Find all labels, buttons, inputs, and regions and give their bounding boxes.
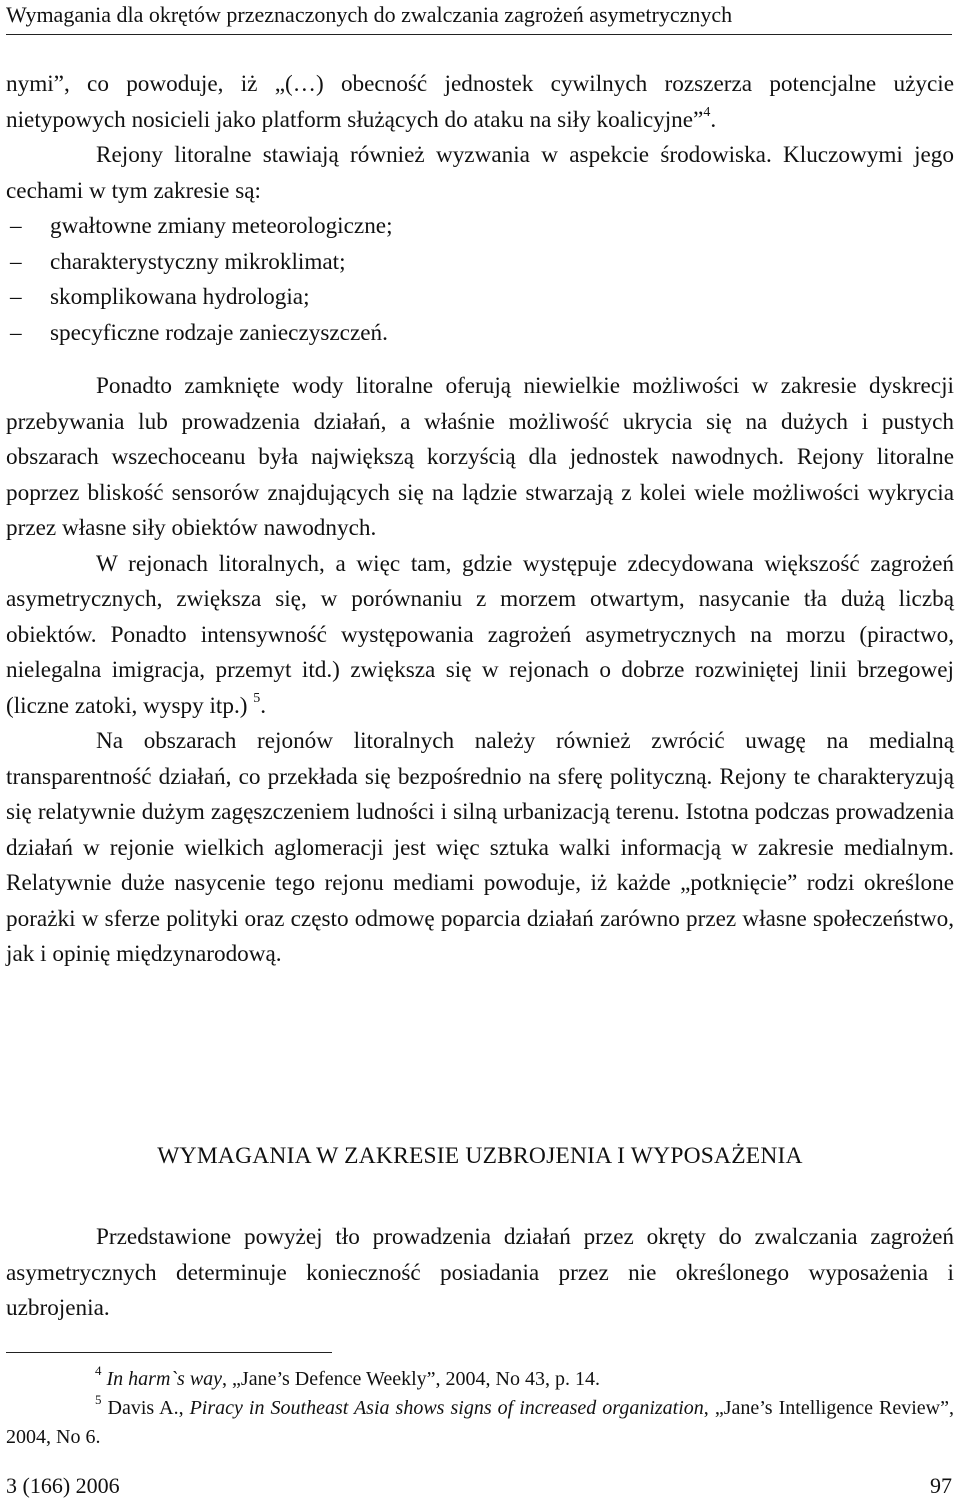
page-footer bbox=[6, 1471, 952, 1501]
footnotes bbox=[6, 1365, 954, 1452]
footnote-5: $^5$ Davis A., Piracy in Southeast Asia shows signs of increased organization, „Jane’s Intelligence Review”, 2004, No 6. bbox=[6, 1392, 954, 1448]
paragraph-media: Na obszarach rejonów litoralnych należy również zwrócić uwagę na medialną transparentność działań, co przekłada się bezpośrednio na sferę polityczną. Rejony te charakteryzują się relatywnie dużym zagęszczeniem ludności i silną urbanizacją terenu. Istotna podczas prowadzenia działań w rejonie wielkich aglomeracji jest więc sztuka walki informacją w zakresie medialnym. Relatywnie duże nasycenie tego rejonu mediami powoduje, iż każde „potknięcie” rodzi określone porażki w sferze polityki oraz często odmowę poparcia działań zarówno przez własne społeczeństwo, jak i opinię międzynarodową. bbox=[6, 728, 954, 967]
section-text bbox=[6, 1220, 954, 1327]
section-heading: WYMAGANIA W ZAKRESIE UZBROJENIA I WYPOSAŻENIA bbox=[157, 1143, 803, 1169]
paragraph-asymmetric-threats: W rejonach litoralnych, a więc tam, gdzie występuje zdecydowana większość zagrożeń asymetrycznych, zwiększa się, w porównaniu z morzem otwartym, nasycanie tła dużą liczbą obiektów. Ponadto intensywność występowania zagrożeń asymetrycznych na morzu (piractwo, nielegalna imigracja, przemyt itd.) zwiększa się w rejonach o dobrze rozwiniętej linii brzegowej (liczne zatoki, wyspy itp.) $^5$. bbox=[6, 550, 954, 719]
paragraph-continuation: nymi”, co powoduje, iż „(…) obecność jednostek cywilnych rozszerza potencjalne użycie nietypowych nosicieli jako platform służących do ataku na siły koalicyjne”$^4$. bbox=[6, 71, 954, 133]
running-header bbox=[6, 0, 952, 35]
footnote-ref-5[interactable]: 5 bbox=[253, 690, 261, 706]
footnote-ref-4[interactable]: 4 bbox=[703, 104, 711, 120]
issue-number: 3 (166) 2006 bbox=[6, 1473, 120, 1498]
list-item: – charakterystyczny mikroklimat; bbox=[6, 245, 954, 281]
environment-list bbox=[6, 209, 954, 351]
paragraph-environment: Rejony litoralne stawiają również wyzwania w aspekcie środowiska. Kluczowymi jego cechami w tym zakresie są: bbox=[6, 142, 954, 204]
list-item: – gwałtowne zmiany meteorologiczne; bbox=[6, 209, 954, 245]
footnote-divider bbox=[6, 1352, 332, 1353]
running-title: Wymagania dla okrętów przeznaczonych do zwalczania zagrożeń asymetrycznych bbox=[6, 2, 733, 27]
main-text bbox=[6, 67, 954, 973]
list-item: – skomplikowana hydrologia; bbox=[6, 280, 954, 316]
list-item: – specyficzne rodzaje zanieczyszczeń. bbox=[6, 316, 954, 352]
footnote-4: $^4$ In harm`s way, „Jane’s Defence Weekly”, 2004, No 43, p. 14. bbox=[95, 1363, 600, 1390]
paragraph-discretion: Ponadto zamknięte wody litoralne oferują niewielkie możliwości w zakresie dyskrecji przebywania lub prowadzenia działań, a właśnie możliwość ukrycia się na dużych i pustych obszarach wszechoceanu była największą korzyścią dla jednostek nawodnych. Rejony litoralne poprzez bliskość sensorów znajdujących się na lądzie stwarzają z kolei wiele możliwości wykrycia przez własne siły obiektów nawodnych. bbox=[6, 373, 954, 541]
paragraph-armament: Przedstawione powyżej tło prowadzenia działań przez okręty do zwalczania zagrożeń asymetrycznych determinuje konieczność posiadania przez nie określonego wyposażenia i uzbrojenia. bbox=[6, 1224, 954, 1321]
page-number: 97 bbox=[930, 1473, 952, 1498]
